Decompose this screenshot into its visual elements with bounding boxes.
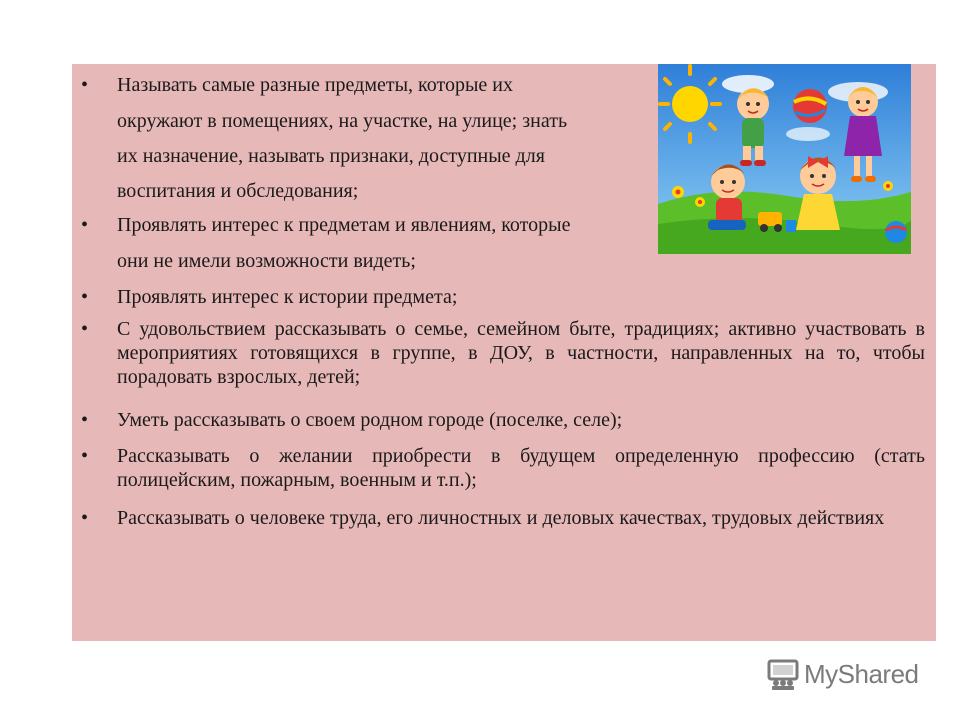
brand-name: MyShared [804,659,919,689]
list-item-line: воспитания и обследования; [117,180,359,202]
bullet-marker: • [81,409,89,431]
list-item-line: Проявлять интерес к предметам и явлениям, которые [117,214,571,236]
list-item: Проявлять интерес к истории предмета; [117,286,458,308]
bullet-marker: • [81,286,89,308]
classroom-board-icon [766,657,800,691]
bullet-marker: • [81,214,89,236]
list-item: С удовольствием рассказывать о семье, семейном быте, традициях; активно участвовать в мероприятиях готовящихся в группе, в ДОУ, в частности, направленных на то, чтобы порадовать взрослых, детей; [117,318,925,388]
list-item-line: Называть самые разные предметы, которые их [117,74,513,96]
myshared-logo [766,657,919,691]
list-item: Рассказывать о желании приобрести в будущем определенную профессию (стать полицейским, пожарным, военным и т.п.); [117,445,925,491]
list-item-line: их назначение, называть признаки, доступные для [117,145,545,167]
bullet-marker: • [81,445,89,467]
list-item-line: они не имели возможности видеть; [117,250,416,272]
bullet-marker: • [81,507,89,529]
list-item: Уметь рассказывать о своем родном городе (поселке, селе); [117,409,623,431]
children-playing-illustration [658,64,911,254]
bullet-marker: • [81,74,89,96]
bullet-marker: • [81,318,89,340]
list-item: Рассказывать о человеке труда, его личностных и деловых качествах, трудовых действиях [117,507,885,529]
list-item-line: окружают в помещениях, на участке, на улице; знать [117,110,568,132]
